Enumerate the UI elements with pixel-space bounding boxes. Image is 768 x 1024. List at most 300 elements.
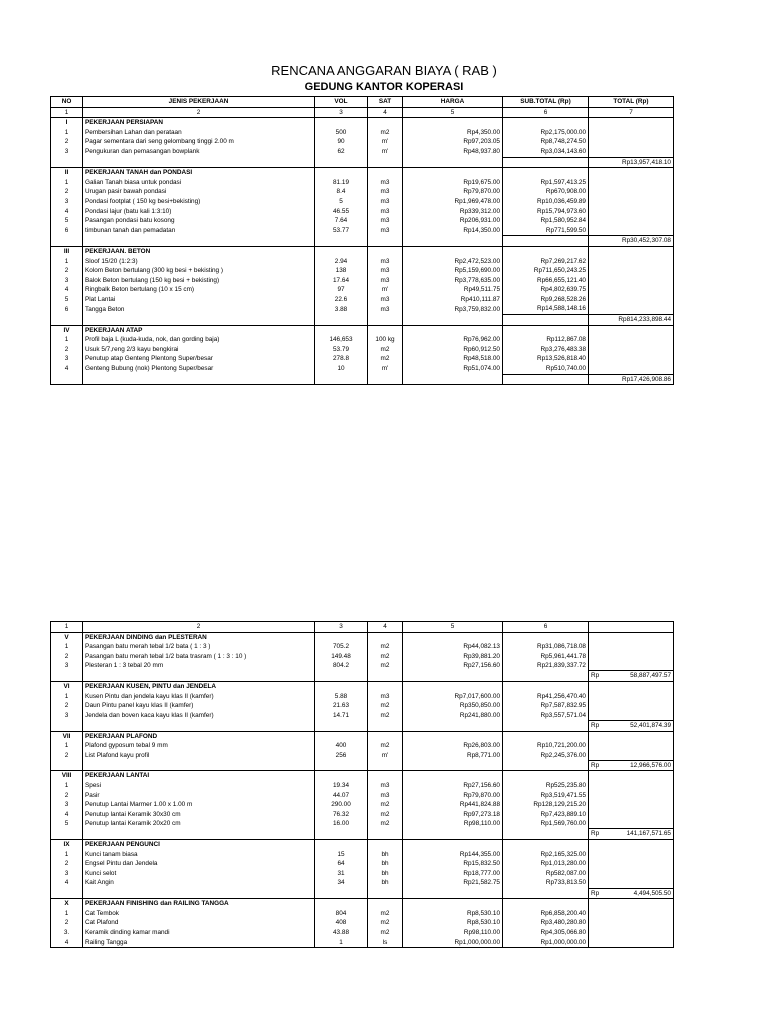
empty-cell	[589, 771, 674, 781]
item-price: Rp7,017,600.00	[403, 692, 503, 702]
empty-cell	[503, 632, 589, 642]
section-title: PEKERJAAN PLAFOND	[83, 731, 315, 741]
item-number: 3	[51, 276, 83, 286]
item-subtotal: Rp6,858,200.40	[503, 909, 589, 919]
empty-cell	[403, 899, 503, 909]
item-number: 2	[51, 751, 83, 761]
empty-cell	[51, 236, 83, 247]
empty-cell	[589, 661, 674, 671]
item-unit: m3	[368, 304, 403, 314]
empty-cell	[51, 157, 83, 168]
item-unit: m3	[368, 692, 403, 702]
empty-cell	[403, 632, 503, 642]
empty-cell	[315, 246, 368, 256]
empty-cell	[403, 840, 503, 850]
item-name: Pasangan batu merah tebal 1/2 bata ( 1 : 3 )	[83, 642, 315, 652]
item-name: Plesteran 1 : 3 tebal 20 mm	[83, 661, 315, 671]
item-subtotal: Rp21,839,337.72	[503, 661, 589, 671]
item-row	[51, 800, 674, 810]
empty-cell	[589, 781, 674, 791]
item-row	[51, 147, 674, 157]
section-total: Rp13,957,418.10	[589, 157, 674, 168]
item-volume: 5	[315, 197, 368, 207]
item-name: Profil baja L (kuda-kuda, nok, dan gording baja)	[83, 335, 315, 345]
item-volume: 53.77	[315, 226, 368, 236]
section-total-row	[51, 671, 674, 682]
item-volume: 3.88	[315, 304, 368, 314]
item-subtotal: Rp2,175,000.00	[503, 128, 589, 138]
empty-cell	[51, 374, 83, 385]
section-number: IV	[51, 325, 83, 335]
empty-cell	[503, 720, 589, 731]
item-unit: m2	[368, 652, 403, 662]
section-total-value: 52,401,874.39	[630, 721, 671, 729]
item-unit: m3	[368, 791, 403, 801]
item-price: Rp27,156.60	[403, 661, 503, 671]
item-row	[51, 207, 674, 217]
section-number: VI	[51, 682, 83, 692]
section-number: VII	[51, 731, 83, 741]
empty-cell	[51, 829, 83, 840]
section-total-row	[51, 157, 674, 168]
item-number: 5	[51, 819, 83, 829]
empty-cell	[315, 720, 368, 731]
section-title: PEKERJAAN PENGUNCI	[83, 840, 315, 850]
empty-cell	[589, 197, 674, 207]
section-total	[589, 888, 674, 899]
item-row	[51, 354, 674, 364]
item-name: Daun Pintu panel kayu klas II (kamfer)	[83, 701, 315, 711]
item-name: Pembersihan Lahan dan perataan	[83, 128, 315, 138]
empty-cell	[368, 671, 403, 682]
item-volume: 290.00	[315, 800, 368, 810]
item-volume: 400	[315, 741, 368, 751]
item-volume: 43.88	[315, 928, 368, 938]
item-price: Rp410,111.87	[403, 295, 503, 305]
column-number: 5	[403, 622, 503, 633]
item-row	[51, 197, 674, 207]
item-volume: 804	[315, 909, 368, 919]
item-row	[51, 781, 674, 791]
item-unit: m2	[368, 810, 403, 820]
item-price: Rp241,880.00	[403, 711, 503, 721]
item-row	[51, 226, 674, 236]
item-price: Rp8,530.10	[403, 918, 503, 928]
empty-cell	[589, 850, 674, 860]
section-row	[51, 325, 674, 335]
item-price: Rp4,350.00	[403, 128, 503, 138]
item-subtotal: Rp10,721,200.00	[503, 741, 589, 751]
rab-table-1	[50, 96, 674, 385]
empty-cell	[503, 899, 589, 909]
item-row	[51, 257, 674, 267]
empty-cell	[589, 118, 674, 128]
section-title: PEKERJAAN KUSEN, PINTU dan JENDELA	[83, 682, 315, 692]
item-number: 2	[51, 137, 83, 147]
item-number: 1	[51, 128, 83, 138]
column-number: 2	[83, 107, 315, 118]
item-volume: 408	[315, 918, 368, 928]
item-name: Kusen Pintu dan jendela kayu klas II (kamfer)	[83, 692, 315, 702]
section-total-row	[51, 236, 674, 247]
section-total-row	[51, 888, 674, 899]
empty-cell	[403, 888, 503, 899]
empty-cell	[83, 157, 315, 168]
item-unit: bh	[368, 878, 403, 888]
item-unit: m3	[368, 781, 403, 791]
item-number: 2	[51, 266, 83, 276]
section-title: PEKERJAAN. BETON	[83, 246, 315, 256]
item-number: 1	[51, 741, 83, 751]
item-unit: m2	[368, 918, 403, 928]
table-header-row	[51, 97, 674, 108]
item-subtotal: Rp9,268,528.26	[503, 295, 589, 305]
item-row	[51, 178, 674, 188]
empty-cell	[589, 819, 674, 829]
item-subtotal: Rp582,087.00	[503, 869, 589, 879]
empty-cell	[368, 829, 403, 840]
item-price: Rp44,082.13	[403, 642, 503, 652]
column-header: SUB.TOTAL (Rp)	[503, 97, 589, 108]
section-row	[51, 682, 674, 692]
item-row	[51, 791, 674, 801]
empty-cell	[589, 325, 674, 335]
item-volume: 138	[315, 266, 368, 276]
item-price: Rp79,870.00	[403, 791, 503, 801]
item-unit: m2	[368, 928, 403, 938]
item-price: Rp98,110.00	[403, 819, 503, 829]
empty-cell	[589, 878, 674, 888]
column-number-row	[51, 622, 674, 633]
section-total	[589, 671, 674, 682]
item-name: Pagar sementara dari seng gelombang tinggi 2.00 m	[83, 137, 315, 147]
empty-cell	[368, 760, 403, 771]
empty-cell	[589, 840, 674, 850]
empty-cell	[315, 899, 368, 909]
empty-cell	[589, 632, 674, 642]
item-volume: 278.8	[315, 354, 368, 364]
item-subtotal: Rp112,867.08	[503, 335, 589, 345]
empty-cell	[503, 157, 589, 168]
item-row	[51, 642, 674, 652]
item-subtotal: Rp15,794,973.60	[503, 207, 589, 217]
item-number: 1	[51, 850, 83, 860]
empty-cell	[503, 840, 589, 850]
item-subtotal: Rp31,086,718.08	[503, 642, 589, 652]
item-volume: 44.07	[315, 791, 368, 801]
item-price: Rp15,832.50	[403, 859, 503, 869]
item-name: Sloof 15/20 (1:2:3)	[83, 257, 315, 267]
empty-cell	[589, 304, 674, 314]
item-volume: 76.32	[315, 810, 368, 820]
item-name: Railing Tangga	[83, 938, 315, 948]
empty-cell	[83, 829, 315, 840]
item-number: 3	[51, 711, 83, 721]
empty-cell	[315, 374, 368, 385]
empty-cell	[83, 315, 315, 326]
item-unit: m'	[368, 285, 403, 295]
item-volume: 705.2	[315, 642, 368, 652]
item-name: Penutup lantai Keramik 30x30 cm	[83, 810, 315, 820]
item-number: 3	[51, 869, 83, 879]
section-row	[51, 771, 674, 781]
item-unit: 100 kg	[368, 335, 403, 345]
item-volume: 2.94	[315, 257, 368, 267]
item-row	[51, 918, 674, 928]
item-unit: m2	[368, 909, 403, 919]
item-unit: m'	[368, 364, 403, 374]
empty-cell	[315, 829, 368, 840]
item-volume: 64	[315, 859, 368, 869]
item-subtotal: Rp733,813.50	[503, 878, 589, 888]
item-subtotal: Rp3,480,280.80	[503, 918, 589, 928]
item-subtotal: Rp2,165,325.00	[503, 850, 589, 860]
empty-cell	[368, 899, 403, 909]
item-price: Rp27,156.60	[403, 781, 503, 791]
empty-cell	[368, 168, 403, 178]
item-subtotal: Rp3,519,471.55	[503, 791, 589, 801]
item-volume: 34	[315, 878, 368, 888]
item-volume: 22.6	[315, 295, 368, 305]
empty-cell	[403, 325, 503, 335]
item-number: 2	[51, 791, 83, 801]
empty-cell	[315, 682, 368, 692]
item-number: 3	[51, 354, 83, 364]
item-name: Ringbalk Beton bertulang (10 x 15 cm)	[83, 285, 315, 295]
item-number: 2	[51, 701, 83, 711]
empty-cell	[315, 325, 368, 335]
empty-cell	[315, 157, 368, 168]
item-row	[51, 345, 674, 355]
empty-cell	[589, 285, 674, 295]
item-number: 2	[51, 652, 83, 662]
item-subtotal: Rp14,588,148.16	[503, 304, 589, 314]
item-subtotal: Rp3,276,483.38	[503, 345, 589, 355]
item-number: 1	[51, 257, 83, 267]
currency-label: Rp	[591, 721, 600, 729]
item-name: Pasir	[83, 791, 315, 801]
item-row	[51, 304, 674, 314]
empty-cell	[315, 671, 368, 682]
empty-cell	[368, 118, 403, 128]
empty-cell	[589, 909, 674, 919]
item-number: 5	[51, 295, 83, 305]
item-subtotal: Rp3,557,571.04	[503, 711, 589, 721]
item-subtotal: Rp525,235.80	[503, 781, 589, 791]
item-name: Urugan pasir bawah pondasi	[83, 187, 315, 197]
empty-cell	[589, 810, 674, 820]
empty-cell	[589, 246, 674, 256]
empty-cell	[589, 692, 674, 702]
empty-cell	[315, 236, 368, 247]
column-header: NO	[51, 97, 83, 108]
item-unit: m2	[368, 800, 403, 810]
section-total: Rp30,452,307.08	[589, 236, 674, 247]
section-row	[51, 731, 674, 741]
empty-cell	[589, 791, 674, 801]
empty-cell	[403, 118, 503, 128]
item-number: 3.	[51, 928, 83, 938]
item-number: 1	[51, 178, 83, 188]
empty-cell	[403, 236, 503, 247]
empty-cell	[403, 374, 503, 385]
item-price: Rp21,582.75	[403, 878, 503, 888]
column-header: HARGA	[403, 97, 503, 108]
item-volume: 15	[315, 850, 368, 860]
item-number: 6	[51, 226, 83, 236]
empty-cell	[315, 888, 368, 899]
empty-cell	[589, 168, 674, 178]
item-row	[51, 266, 674, 276]
item-row	[51, 711, 674, 721]
column-header: SAT	[368, 97, 403, 108]
empty-cell	[589, 642, 674, 652]
empty-cell	[315, 771, 368, 781]
empty-cell	[368, 157, 403, 168]
column-number: 2	[83, 622, 315, 633]
section-total	[589, 720, 674, 731]
item-number: 4	[51, 938, 83, 948]
item-number: 1	[51, 909, 83, 919]
item-name: Kunci selot	[83, 869, 315, 879]
item-price: Rp8,771.00	[403, 751, 503, 761]
item-name: Keramik dinding kamar mandi	[83, 928, 315, 938]
item-subtotal: Rp13,526,818.40	[503, 354, 589, 364]
item-volume: 146,653	[315, 335, 368, 345]
item-unit: ls	[368, 938, 403, 948]
item-subtotal: Rp4,802,639.75	[503, 285, 589, 295]
item-subtotal: Rp7,587,832.95	[503, 701, 589, 711]
item-name: Engsel Pintu dan Jendela	[83, 859, 315, 869]
item-row	[51, 652, 674, 662]
empty-cell	[51, 888, 83, 899]
empty-cell	[368, 246, 403, 256]
currency-label: Rp	[591, 672, 600, 680]
item-subtotal: Rp670,908.00	[503, 187, 589, 197]
item-volume: 500	[315, 128, 368, 138]
item-volume: 804.2	[315, 661, 368, 671]
item-unit: m3	[368, 187, 403, 197]
item-volume: 1	[315, 938, 368, 948]
item-volume: 46.55	[315, 207, 368, 217]
item-price: Rp49,511.75	[403, 285, 503, 295]
item-unit: m3	[368, 197, 403, 207]
column-number: 6	[503, 107, 589, 118]
item-volume: 97	[315, 285, 368, 295]
column-number-row	[51, 107, 674, 118]
item-unit: m3	[368, 257, 403, 267]
item-price: Rp1,000,000.00	[403, 938, 503, 948]
empty-cell	[403, 315, 503, 326]
item-volume: 256	[315, 751, 368, 761]
item-price: Rp14,350.00	[403, 226, 503, 236]
section-total	[589, 760, 674, 771]
item-row	[51, 810, 674, 820]
empty-cell	[589, 128, 674, 138]
item-price: Rp48,937.80	[403, 147, 503, 157]
section-title: PEKERJAAN TANAH dan PONDASI	[83, 168, 315, 178]
empty-cell	[368, 682, 403, 692]
empty-cell	[589, 869, 674, 879]
empty-cell	[51, 760, 83, 771]
section-total-row	[51, 720, 674, 731]
item-volume: 149.48	[315, 652, 368, 662]
item-subtotal: Rp1,597,413.25	[503, 178, 589, 188]
item-row	[51, 285, 674, 295]
empty-cell	[503, 829, 589, 840]
item-price: Rp19,675.00	[403, 178, 503, 188]
item-subtotal: Rp128,129,215.20	[503, 800, 589, 810]
section-total	[589, 829, 674, 840]
item-name: Penutup atap Genteng Plentong Super/besar	[83, 354, 315, 364]
item-unit: m2	[368, 354, 403, 364]
empty-cell	[368, 236, 403, 247]
empty-cell	[503, 731, 589, 741]
empty-cell	[589, 751, 674, 761]
empty-cell	[503, 246, 589, 256]
item-price: Rp26,803.00	[403, 741, 503, 751]
item-row	[51, 692, 674, 702]
empty-cell	[83, 374, 315, 385]
item-price: Rp5,159,690.00	[403, 266, 503, 276]
empty-cell	[315, 731, 368, 741]
item-unit: m2	[368, 819, 403, 829]
column-number: 1	[51, 107, 83, 118]
column-header: JENIS PEKERJAAN	[83, 97, 315, 108]
item-price: Rp98,110.00	[403, 928, 503, 938]
item-unit: m2	[368, 711, 403, 721]
section-total-row	[51, 760, 674, 771]
section-number: I	[51, 118, 83, 128]
section-row	[51, 632, 674, 642]
column-number: 6	[503, 622, 589, 633]
empty-cell	[368, 632, 403, 642]
item-row	[51, 137, 674, 147]
empty-cell	[368, 374, 403, 385]
section-number: X	[51, 899, 83, 909]
item-number: 4	[51, 207, 83, 217]
section-title: PEKERJAAN LANTAI	[83, 771, 315, 781]
item-unit: m2	[368, 741, 403, 751]
item-name: Balok Beton bertulang (150 kg besi + bekisting)	[83, 276, 315, 286]
item-row	[51, 751, 674, 761]
item-subtotal: Rp1,013,280.00	[503, 859, 589, 869]
item-price: Rp51,074.00	[403, 364, 503, 374]
empty-cell	[589, 178, 674, 188]
empty-cell	[589, 918, 674, 928]
item-volume: 8.4	[315, 187, 368, 197]
item-unit: m2	[368, 701, 403, 711]
item-name: Pasangan pondasi batu kosong	[83, 216, 315, 226]
item-name: Galian Tanah biasa untuk pondasi	[83, 178, 315, 188]
section-row	[51, 246, 674, 256]
item-number: 4	[51, 364, 83, 374]
item-subtotal: Rp3,034,143.60	[503, 147, 589, 157]
item-subtotal: Rp8,748,274.50	[503, 137, 589, 147]
item-price: Rp79,870.00	[403, 187, 503, 197]
column-header: TOTAL (Rp)	[589, 97, 674, 108]
item-price: Rp144,355.00	[403, 850, 503, 860]
section-row	[51, 168, 674, 178]
empty-cell	[368, 731, 403, 741]
empty-cell	[83, 888, 315, 899]
item-name: Pengukuran dan pemasangan bowplank	[83, 147, 315, 157]
item-subtotal: Rp711,650,243.25	[503, 266, 589, 276]
section-total-row	[51, 829, 674, 840]
item-price: Rp206,931.00	[403, 216, 503, 226]
item-name: Pondasi lajur (batu kali 1:3:10)	[83, 207, 315, 217]
empty-cell	[589, 266, 674, 276]
